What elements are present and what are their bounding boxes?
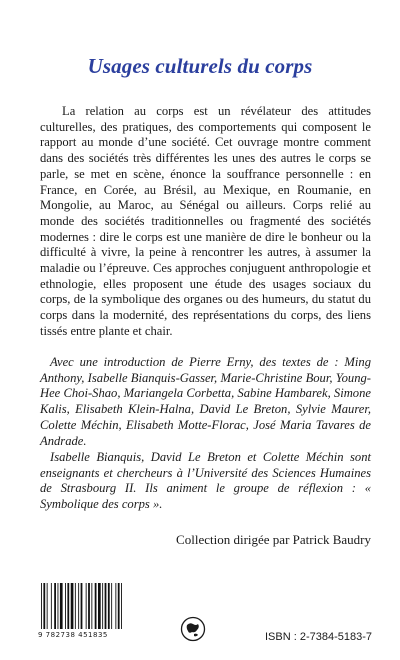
barcode-bar	[95, 583, 97, 629]
barcode-bar	[118, 583, 120, 629]
barcode-number: 9 782738 451835	[38, 631, 108, 639]
barcode-bar	[43, 583, 45, 629]
barcode-bar	[60, 583, 63, 629]
barcode-bar	[111, 583, 112, 629]
barcode-bar	[105, 583, 107, 629]
barcode-bar	[58, 583, 59, 629]
contributors-paragraph: Avec une introduction de Pierre Erny, des textes de : Ming Anthony, Isabelle Bianquis-Gasser, Marie-Christine Bour, Young-Hee Choi-Shao, Mariangela Corbetta, Sabine Hambarek, Simone Kalis, Elisabeth Klein-Halna, David Le Breton, Sylvie Maurer, Colette Méchin, Elisabeth Motte-Florac, José Maria Tavares de Andrade.	[40, 355, 371, 448]
barcode-bar	[51, 583, 52, 629]
barcode-icon	[40, 583, 136, 629]
book-title: Usages culturels du corps	[87, 54, 313, 78]
barcode-bar	[81, 583, 83, 629]
barcode-bar	[98, 583, 101, 629]
barcode-bar	[86, 583, 87, 629]
barcode-bar	[65, 583, 66, 629]
barcode-bar	[75, 583, 76, 629]
barcode-bar	[102, 583, 103, 629]
barcode-bar	[121, 583, 122, 629]
barcode-bar	[47, 583, 48, 629]
collection-credit: Collection dirigée par Patrick Baudry	[176, 532, 371, 547]
barcode-bar	[54, 583, 56, 629]
barcode-bar	[88, 583, 90, 629]
barcode-bar	[78, 583, 79, 629]
editors-paragraph: Isabelle Bianquis, David Le Breton et Colette Méchin sont enseignants et chercheurs à l’Université des Sciences Humaines de Strasbourg II. Ils animent le groupe de réflexion : « Symbolique des corps ».	[40, 450, 371, 512]
barcode-bar	[115, 583, 116, 629]
globe-logo-icon	[180, 616, 206, 642]
summary-paragraph: La relation au corps est un révélateur des attitudes culturelles, des pratiques, des comportements qui composent le rapport au monde d’une société. Cet ouvrage montre comment dans des sociétés très différentes les unes des autres le corps se parle, se met en scène, énonce la souffrance personnelle : en France, en Corée, au Brésil, au Mexique, en Roumanie, en Mongolie, au Maroc, au Sénégal ou ailleurs. Corps relié au monde des sociétés traditionnelles ou fragmenté des sociétés modernes : dire le corps est une manière de dire le bonheur ou la difficulté à vivre, la peine à rencontrer les autres, à assumer la maladie ou l’épreuve. Ces approches conjuguent anthropologie et ethnologie, elles proposent une étude des usages sociaux du corps, de la symbolique des organes ou des humeurs, du statut du corps dans la modernité, des représentations du corps, des liens tissés entre plante et chair.	[40, 104, 371, 338]
barcode-bar	[108, 583, 110, 629]
isbn: ISBN : 2-7384-5183-7	[264, 631, 372, 643]
barcode-bar	[91, 583, 92, 629]
barcode-bar	[71, 583, 74, 629]
barcode-bar	[67, 583, 69, 629]
barcode-bar	[41, 583, 42, 629]
